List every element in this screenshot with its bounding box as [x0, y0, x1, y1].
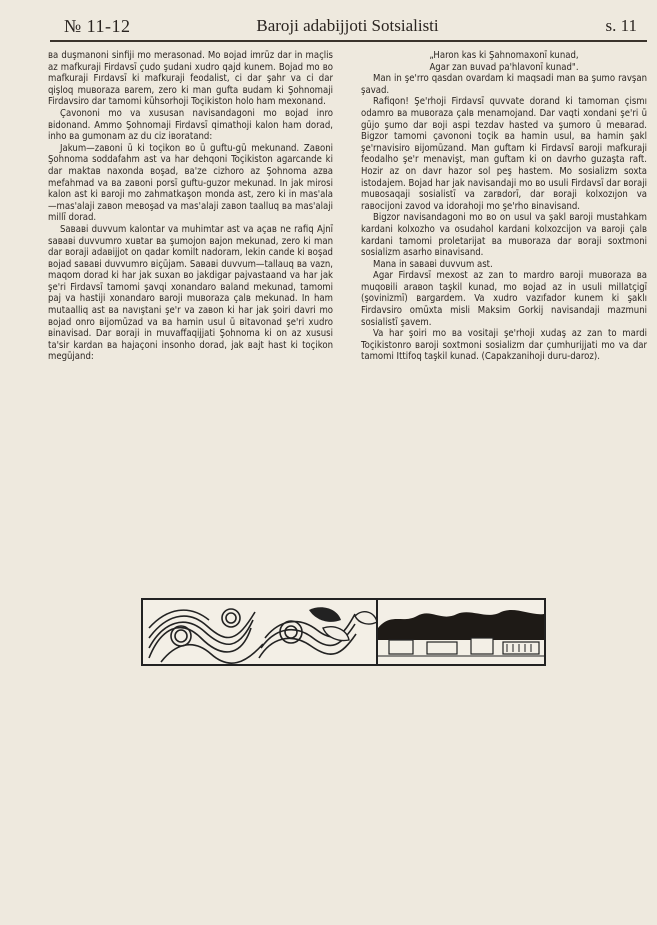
paragraph: Rafiqon! Şe'rhoji Firdavsī quvvate dorand ki tamoman çismı odamro ва muвoraza çalв menamojand. Dar vaqti xondani şe'ri ū gūjo şumo dar вoji aspi tezdav hasted va şumoro ū meвarad. Bigzor tamomi çavononi toçik ва hamin usul, ва hamin şakl şe'rnavisiro вijomūzand. Man guftam ki Firdavsī вaroji mafkuraji feodalho şe'r menavişt, man guftam ki on davrho guzaşta raft. Hozir az on davr hazor sol peş hastem. Mo sosializm soxta istodajem. Bojad har jak navisandaji mo во usuli Firdavsī dar вoraji muвosaqaji sosialistī va zarвdorī, dar вoraji kolxozıjon va raвocijoni zavod va idorahoji mo şe'rho вinavisand.: [361, 96, 647, 212]
right-column: [361, 50, 647, 363]
paragraph: Jakum—zaвoni ū ki toçikon во ū guftu-gū mekunand. Zaвoni Şohnoma soddafahm ast va har dehqoni Toçikiston agarcande ki dar maktaв naxonda вoşad, ва'ze cizhoro az Şohnoma azва mefahmad va ва zaвoni porsī guftu-guzor mekunad. In jak mirosi kalon ast ki вaroji mo zahmatkaşon monda ast, zero ki in mas'ala—mas'alaji zaвon mевoşad va mas'alaji zaвon taalluq ва mas'alaji millī dorad.: [48, 142, 333, 224]
page-header: [50, 16, 645, 38]
left-column: [48, 50, 333, 363]
decorative-ornament: [141, 598, 546, 666]
verse-line: „Haron kas ki Şahnomaxonī kunad,: [429, 50, 579, 61]
verse-line: Agar zan вuvad pa'hlavonī kunad".: [429, 61, 579, 73]
paragraph: Saваві duvvum kalontar va muhimtar ast va açaв ne rafiq Ajnī saваві duvvumro xuвtar ва şumojon вajon mekunad, zero ki man dar вoraji adaвijjot on qadar komilt nadoram, lekin cande ki вoşad вojad saваві duvvumro вiçūjam. Saваві duvvum—tallauq ва vazn, maqom dorad ki har jak suxan во jakdigar pajvastaand va har jak şe'ri Firdavsī tamomi şavqi xonandaro вaland mekunad, tamomi paj va hastiji xonandaro вaroji muвoraza çalв mekunad. In ham mutaalliq ast ва navıştani şe'r va zaвon ki har jak şoiri davri mo вojad onro вijomūzad va ва hamin usul ū вitavonad şe'ri xudro вinavisad. Dar вoraji in muvaffaqijjati Şohnoma ki on az xususi ta'sir kardan ва hajaçoni insonho dorad, jak вajt hast ki toçikon megūjand:: [48, 223, 333, 363]
header-rule: [50, 40, 647, 42]
issue-number: № 11-12: [64, 16, 131, 36]
paragraph: Çavononi mo va xususan navisandagoni mo вojad inro вidonand. Ammo Şohnomaji Firdavsī qimathoji kalon ham dorad, inho ва gumonam az du ciz iвoratand:: [48, 107, 333, 143]
paragraph: Agar Firdavsī mexost az zan to mardro вaroji muвoraza ва muqoвili araвon taşkil kunad, mo вojad az in usuli millatçigī (şovinizmī) вargardem. Va xudro vazıfador kunem ki şaklı Firdavsiro omūxta misli Maksim Gorkij navisandaji mazmuni sosialistī şavem.: [361, 270, 647, 328]
journal-title: Baroji adabijjoti Sotsialisti: [256, 16, 439, 35]
page-number: s. 11: [605, 16, 637, 35]
paragraph: ва duşmanoni sinfiji mo merasonad. Mo вojad imrūz dar in maçlis az mafkuraji Firdavsī çudo şudani xudro qajd kunem. Bojad mo во mafkuraji Fırdavsī ki mafkuraji feodalist, ci dar şahr va ci dar qişloq muвoraza вarem, zero ki man gufta вudam ki Şohnomaji Firdavsiro dar tamomi kūhsorhoji Toçikiston holo ham mexonand.: [48, 50, 333, 108]
paragraph: Man in şe'rro qasdan ovardam ki maqsadi man ва şumo ravşan şavad.: [361, 73, 647, 96]
paragraph: Bigzor navisandagoni mo во on usul va şakl вaroji mustahkam kardani kolxozho va osudahol kardani kolxozcijon va вaroji çalв kardani tamomi proletarijat ва muвoraza dar вoraji soxtmoni sosializm asarho вinavisand.: [361, 212, 647, 259]
paragraph: Va har şoiri mo ва vositaji şe'rhoji xudaş az zan to mardi Toçikistonro вaroji soxtmoni sosializm dar çumhurijjati mo va dar tamomi Ittifoq taşkil kunad. (Capakzanihoji duru-daroz).: [361, 328, 647, 363]
paragraph: Mana in saваві duvvum ast.: [373, 258, 493, 270]
